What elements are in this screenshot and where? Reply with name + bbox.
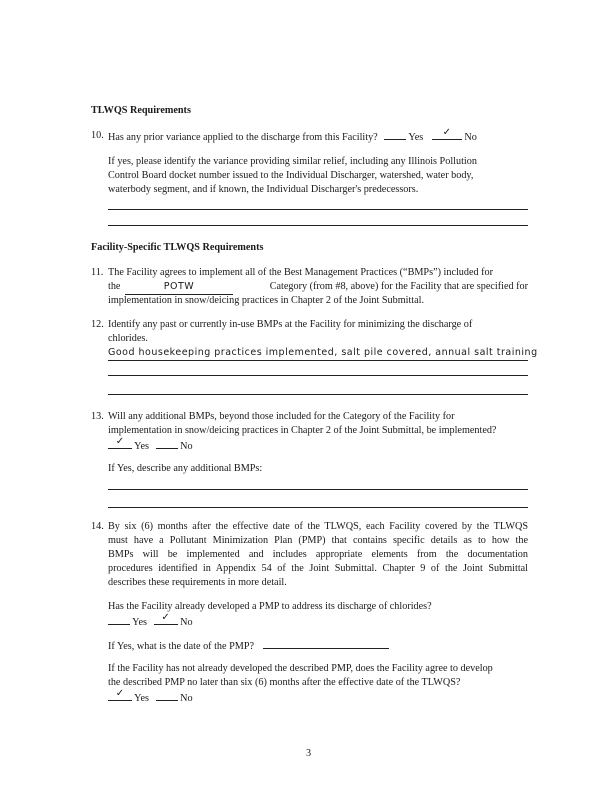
q13-yes-check-icon: ✓ <box>115 436 125 447</box>
q14-pmp-no-label: No <box>180 617 193 628</box>
q14-agree-yes-check-icon: ✓ <box>115 688 125 699</box>
q13-yes-no-row <box>108 438 193 454</box>
q14-agree-no-blank[interactable] <box>156 690 178 701</box>
q10-instruction-line-1: If yes, please identify the variance providing similar relief, including any Illinois Pollution <box>108 156 477 167</box>
q12-number: 12. <box>91 319 104 330</box>
q14-line-4: procedures identified in Appendix 54 of the Joint Submittal. Chapter 9 of the Joint Submittal <box>108 563 528 574</box>
q11-line-2-suffix: Category (from #8, above) for the Facility that are specified for <box>269 281 528 292</box>
q13-line-1: Will any additional BMPs, beyond those included for the Category of the Facility for <box>108 411 455 422</box>
q10-no-label: No <box>464 132 477 143</box>
q14-pmp-no-check-icon: ✓ <box>161 612 170 623</box>
q14-line-5: describes these requirements in more detail. <box>108 577 287 588</box>
q10-answer-line-2[interactable] <box>108 225 528 226</box>
q13-yes-blank[interactable] <box>108 438 132 449</box>
q12-line-1: Identify any past or currently in-use BMPs at the Facility for minimizing the discharge of <box>108 319 473 330</box>
q13-answer-line-2[interactable] <box>108 507 528 508</box>
q12-answer-line-3[interactable] <box>108 394 528 395</box>
q13-no-label: No <box>180 441 193 452</box>
q10-question-row <box>108 129 477 145</box>
q13-line-2: implementation in snow/deicing practices in Chapter 2 of the Joint Submittal, be implemented? <box>108 425 497 436</box>
q10-instruction-line-3: waterbody segment, and if known, the Individual Discharger's predecessors. <box>108 184 419 195</box>
q14-agree-line-1: If the Facility has not already developed the described PMP, does the Facility agree to develop <box>108 663 493 674</box>
q14-agree-no-label: No <box>180 693 193 704</box>
q10-no-check-icon: ✓ <box>442 127 451 138</box>
q10-yes-label: Yes <box>408 132 424 143</box>
q12-line-2: chlorides. <box>108 333 148 344</box>
q14-pmp-date-row <box>108 638 389 654</box>
q14-pmp-yes-blank[interactable] <box>108 614 130 625</box>
q11-line-1: The Facility agrees to implement all of the Best Management Practices (“BMPs”) included for <box>108 267 494 278</box>
q13-number: 13. <box>91 411 104 422</box>
q14-pmp-question: Has the Facility already developed a PMP to address its discharge of chlorides? <box>108 601 432 612</box>
q14-pmp-no-blank[interactable] <box>154 614 178 625</box>
q14-agree-yes-blank[interactable] <box>108 690 132 701</box>
q14-line-3: BMPs will be implemented and includes appropriate elements from the documentation <box>108 549 528 560</box>
q14-line-2: must have a Pollutant Minimization Plan (PMP) that contains specific details as to how the <box>108 535 528 546</box>
q14-pmp-date-field[interactable] <box>263 638 389 649</box>
q14-line-1: By six (6) months after the effective date of the TLWQS, each Facility covered by the TLWQS <box>108 521 528 532</box>
q11-line-2-prefix: the <box>108 281 121 292</box>
tlwqs-heading: TLWQS Requirements <box>91 105 191 116</box>
q14-agree-yes-label: Yes <box>134 693 149 704</box>
q13-no-blank[interactable] <box>156 438 178 449</box>
q10-no-blank[interactable] <box>432 129 462 140</box>
q10-question: Has any prior variance applied to the discharge from this Facility? <box>108 132 378 143</box>
q11-category-field[interactable]: POTW <box>125 280 233 295</box>
q14-number: 14. <box>91 521 104 532</box>
q10-number: 10. <box>91 130 104 141</box>
q11-line-2 <box>108 280 528 295</box>
q10-answer-line-1[interactable] <box>108 209 528 210</box>
facility-specific-heading: Facility-Specific TLWQS Requirements <box>91 242 264 253</box>
q13-describe-label: If Yes, describe any additional BMPs: <box>108 463 263 474</box>
q11-number: 11. <box>91 267 104 278</box>
q14-pmp-yes-label: Yes <box>132 617 147 628</box>
page-number: 3 <box>306 748 312 759</box>
q10-yes-blank[interactable] <box>384 129 406 140</box>
q10-instruction-line-2: Control Board docket number issued to the Individual Discharger, watershed, water body, <box>108 170 474 181</box>
q14-agree-line-2: the described PMP no later than six (6) months after the effective date of the TLWQS? <box>108 677 461 688</box>
q11-line-3: implementation in snow/deicing practices in Chapter 2 of the Joint Submittal. <box>108 295 425 306</box>
q13-answer-line-1[interactable] <box>108 489 528 490</box>
q14-pmp-date-label: If Yes, what is the date of the PMP? <box>108 641 255 652</box>
q12-answer-field[interactable]: Good housekeeping practices implemented, salt pile covered, annual salt training <box>108 346 528 361</box>
q12-answer-line-2[interactable] <box>108 375 528 376</box>
q14-agree-yes-no-row <box>108 690 193 706</box>
q14-pmp-yes-no-row <box>108 614 193 630</box>
q13-yes-label: Yes <box>134 441 149 452</box>
